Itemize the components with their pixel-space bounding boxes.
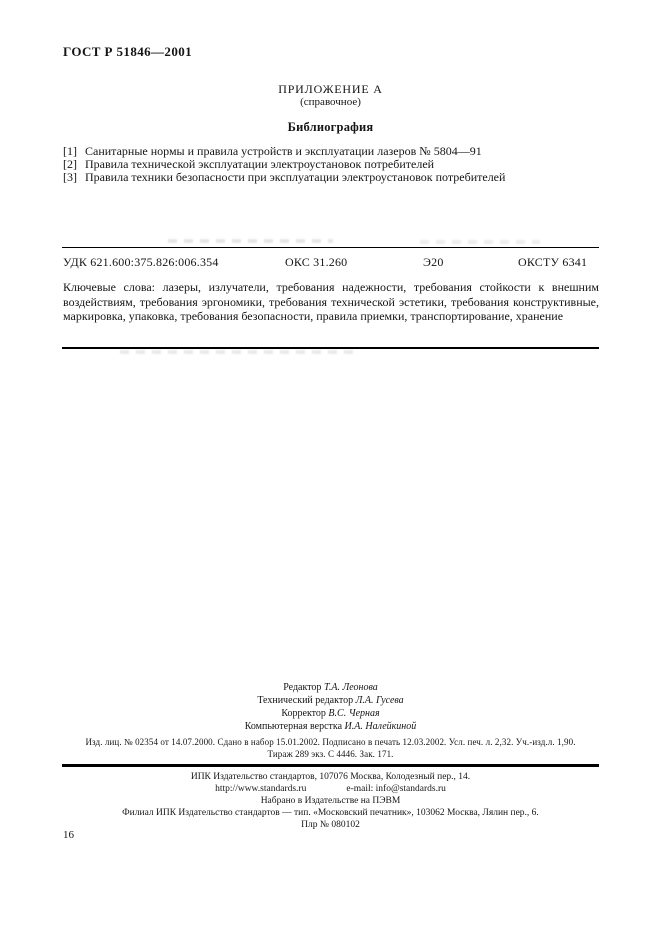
okstu-code: ОКСТУ 6341 xyxy=(518,255,588,269)
bibliography-title: Библиография xyxy=(287,120,374,134)
page-number: 16 xyxy=(63,829,74,841)
reference-text: Санитарные нормы и правила устройств и эксплуатации лазеров № 5804—91 xyxy=(85,144,482,158)
credit-line xyxy=(0,694,661,707)
credit-role: Корректор xyxy=(281,708,326,719)
classification-row xyxy=(63,255,599,270)
credit-name: И.А. Налейкиной xyxy=(344,721,417,732)
reference-number: [2] xyxy=(63,157,77,171)
scan-artifact xyxy=(420,240,540,244)
e-class-code: Э20 xyxy=(423,255,444,269)
credit-line xyxy=(0,681,661,694)
separator-rule-top xyxy=(62,247,599,248)
publisher-address: ИПК Издательство стандартов, 107076 Москва, Колодезный пер., 14. xyxy=(190,772,471,782)
credits-block xyxy=(0,681,661,733)
publisher-license: Плр № 080102 xyxy=(301,820,360,830)
appendix-title: ПРИЛОЖЕНИЕ А xyxy=(278,82,383,96)
scan-artifact xyxy=(120,350,355,354)
appendix-subtitle: (справочное) xyxy=(300,96,361,108)
udk-code: УДК 621.600:375.826:006.354 xyxy=(63,255,219,269)
publisher-email: e-mail: info@standards.ru xyxy=(346,784,446,794)
reference-text: Правила технической эксплуатации электроустановок потребителей xyxy=(85,157,435,171)
credit-role: Редактор xyxy=(283,682,322,693)
reference-number: [3] xyxy=(63,170,77,184)
publisher-website: http://www.standards.ru xyxy=(215,784,307,794)
imprint-line-2: Тираж 289 экз. С 4446. Зак. 171. xyxy=(267,749,394,759)
publisher-block xyxy=(0,771,661,831)
reference-text: Правила техники безопасности при эксплуатации электроустановок потребителей xyxy=(85,170,506,184)
bibliography-item xyxy=(63,171,600,184)
bibliography-list xyxy=(63,145,600,184)
credit-name: Л.А. Гусева xyxy=(355,695,404,706)
separator-rule-bottom xyxy=(62,347,599,349)
credit-line xyxy=(0,707,661,720)
keywords-paragraph: Ключевые слова: лазеры, излучатели, требования надежности, требования стойкости к внешним воздействиям, требования эргономики, требования технической эстетики, требования конструктивные, маркировка, упаковка, требования безопасности, правила приемки, транспортирование, хранение xyxy=(63,280,599,324)
doc-code-header: ГОСТ Р 51846—2001 xyxy=(63,44,193,59)
credit-role: Технический редактор xyxy=(257,695,354,706)
credit-name: В.С. Черная xyxy=(328,708,380,719)
publisher-contacts xyxy=(0,783,661,795)
imprint-line-1: Изд. лиц. № 02354 от 14.07.2000. Сдано в набор 15.01.2002. Подписано в печать 12.03.2002. Усл. печ. л. 2,32. Уч.-изд.л. 1,90. xyxy=(85,737,576,747)
credit-name: Т.А. Леонова xyxy=(323,682,378,693)
footer-rule xyxy=(62,764,599,767)
publisher-branch: Филиал ИПК Издательство стандартов — тип. «Московский печатник», 103062 Москва, Лялин пер., 6. xyxy=(122,808,539,818)
reference-number: [1] xyxy=(63,144,77,158)
oks-code: ОКС 31.260 xyxy=(285,255,348,269)
credit-line xyxy=(0,720,661,733)
scan-artifact xyxy=(168,239,333,243)
publisher-typeset-note: Набрано в Издательстве на ПЭВМ xyxy=(260,796,401,806)
credit-role: Компьютерная верстка xyxy=(244,721,343,732)
